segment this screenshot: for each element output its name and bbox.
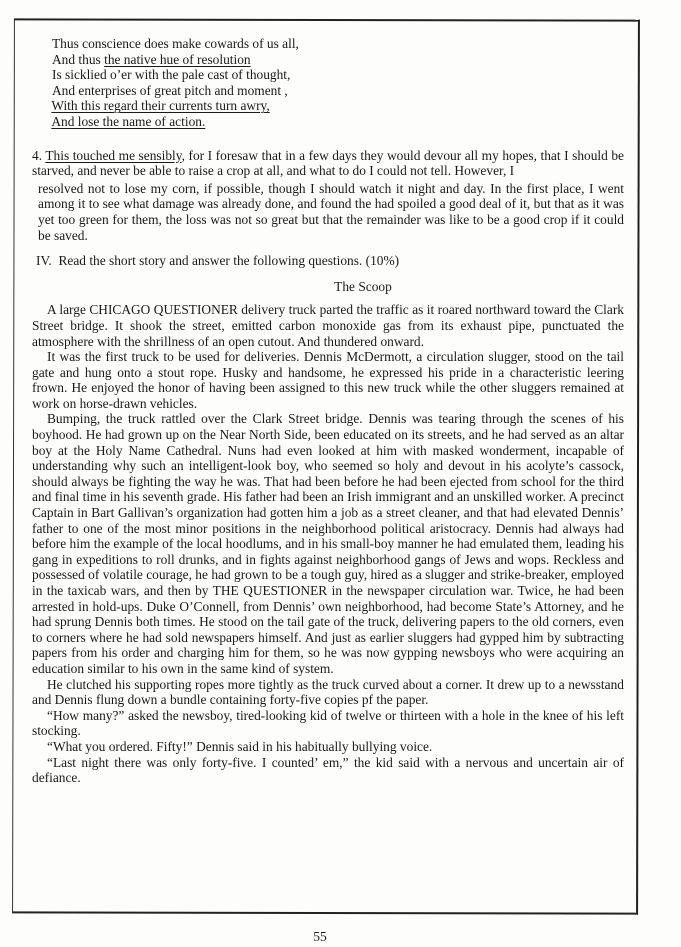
story-paragraph: “What you ordered. Fifty!” Dennis said in his habitually bullying voice.: [47, 738, 433, 754]
section-heading: [36, 253, 624, 269]
story-paragraph: He clutched his supporting ropes more tightly as the truck curved about a corner. It drew up to a newsstand and Dennis flung down a bundle containing forty-five copies pf the paper.: [32, 676, 624, 708]
section-instruction: Read the short story and answer the following questions. (10%): [58, 253, 400, 269]
poem-text: Thus conscience does make cowards of us all,: [52, 36, 299, 51]
poem-line: [52, 52, 624, 68]
story-paragraph: A large CHICAGO QUESTIONER delivery truck parted the traffic as it roared northward toward the Clark Street bridge. It shook the street, emitted carbon monoxide gas from its exhaust pipe, punctuated the atmosphere with the shrillness of an open cutout. And thundered onward.: [32, 302, 624, 349]
underlined-phrase: This touched me sensibly: [45, 147, 182, 163]
poem-line: [52, 36, 624, 52]
underlined-phrase: And lose the name of action.: [51, 113, 206, 129]
poem-line: [48, 98, 624, 114]
story-paragraph: “Last night there was only forty-five. I counted’ em,” the kid said with a nervous and uncertain air of defiance.: [32, 754, 624, 786]
underlined-phrase: With this regard their currents turn awry,: [51, 98, 270, 114]
poem-line: [52, 67, 624, 83]
poem-text: And thus: [52, 51, 105, 67]
item-text: , for I foresaw that in a few days they would devour all my hopes, that I should be starved, and never be able to raise a crop at all, and what to do I could not tell. However, I: [32, 147, 625, 179]
page-number: 55: [313, 929, 327, 944]
story-paragraph: It was the first truck to be used for deliveries. Dennis McDermott, a circulation slugger, stood on the tail gate and hung onto a stout rope. Husky and handsome, he expressed his pride in a characteristic leering frown. He enjoyed the honor of having been assigned to this new truck while the other sluggers remained at work on horse-drawn vehicles.: [32, 349, 624, 411]
poem-excerpt: [52, 36, 624, 130]
story-title: The Scoop: [334, 278, 392, 294]
item-text-continued: resolved not to lose my corn, if possible, though I should watch it night and day. In the first place, I went among it to see what damage was already done, and found the had spoiled a good deal of it, but that as it was yet too green for them, the loss was not so great but that the remainder was like to be a good crop if it could be saved.: [38, 180, 624, 243]
story-paragraph: Bumping, the truck rattled over the Clark Street bridge. Dennis was tearing through the scenes of his boyhood. He had grown up on the Near North Side, been educated on its streets, and he had served as an altar boy at the Holy Name Cathedral. Nuns had even looked at him with masked wonderment, incapable of understanding why such an intelligent-look boy, who seemed so holy and devout in his acolyte’s cassock, should always be fighting the way he was. That had been before he had been ejected from school for the third and final time in his seventh grade. His father had been an Irish immigrant and an unskilled worker. A precinct Captain in Bart Gallivan’s organization had gotten him a job as a street cleaner, and that had elevated Dennis’ father to one of the most minor positions in the neighborhood political aristocracy. Dennis had always had before him the example of the local hoodlums, and in his small-boy manner he had emulated them, leading his gang in expeditions to roll drunks, and in fights against neighborhood gangs of Jews and wops. Reckless and possessed of volatile courage, he had grown to be a tough guy, hired as a slugger and strike-breaker, employed in the taxicab wars, and then by THE QUESTIONER in the newspaper circulation war. Twice, he had been arrested in hold-ups. Duke O’Connell, from Dennis’ own neighborhood, had become State’s Attorney, and he had sprung Dennis both times. He stood on the tail gate of the truck, delivering papers to the old corners, even to corners where he had sold newspapers himself. And just as earlier sluggers had gypped him by subtracting papers from his order and charging him for them, so he was now gypping newsboys who were acquiring an education similar to his own in the same kind of system.: [32, 411, 625, 676]
poem-line: [52, 83, 624, 99]
item-number: 4.: [32, 147, 46, 163]
story-paragraph: “How many?” asked the newsboy, tired-looking kid of twelve or thirteen with a hole in the knee of his left stocking.: [32, 707, 624, 739]
poem-line: [48, 114, 624, 130]
question-item-4: [32, 148, 624, 244]
section-numeral: IV.: [36, 253, 52, 269]
poem-text: Is sicklied o’er with the pale cast of thought,: [52, 67, 291, 83]
underlined-phrase: the native hue of resolution: [104, 51, 251, 67]
poem-text: And enterprises of great pitch and moment ,: [52, 82, 288, 98]
page-content: [32, 36, 624, 786]
